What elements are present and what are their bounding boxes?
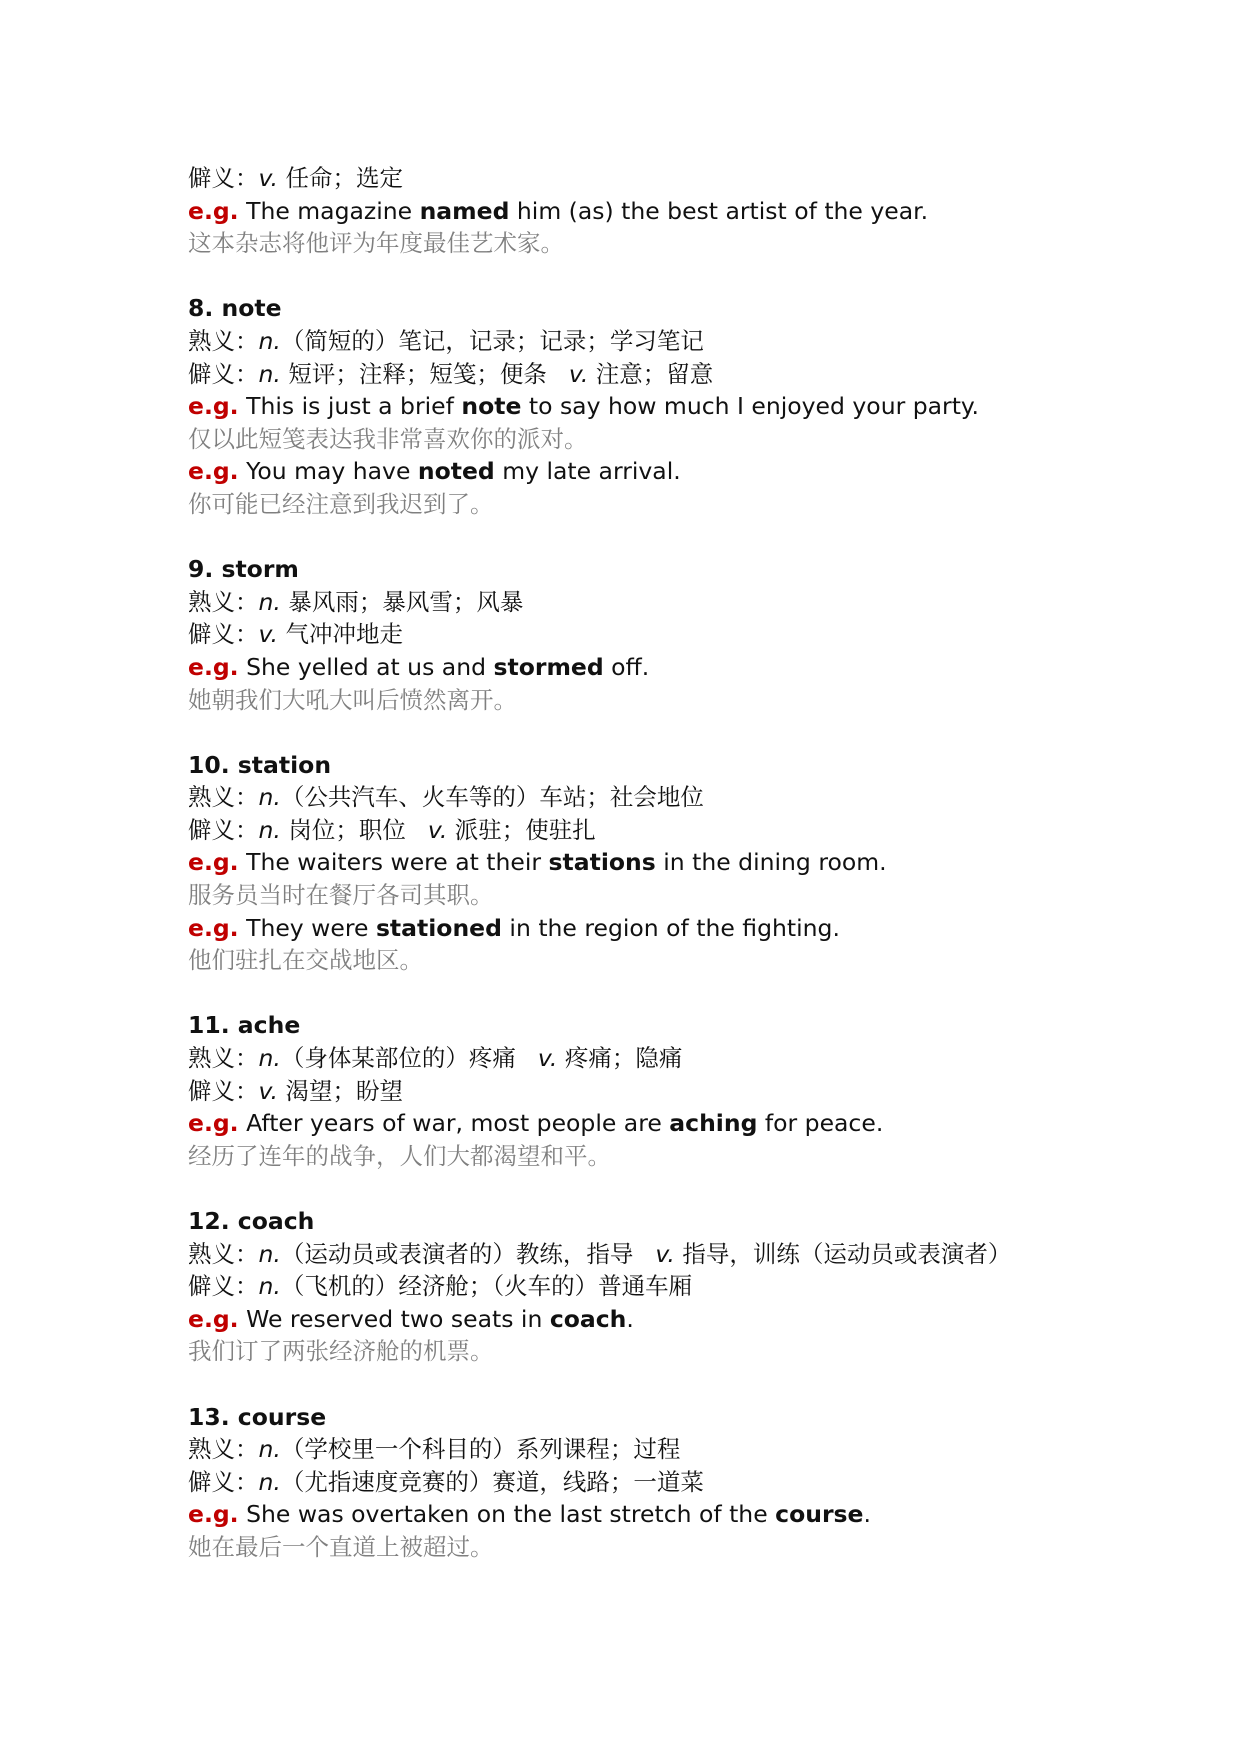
- translation-line: 服务员当时在餐厅各司其职。: [188, 881, 494, 910]
- text: （简短的）笔记，记录；记录；学习笔记: [280, 326, 704, 355]
- rare-meaning-line: [188, 618, 1188, 651]
- text: （飞机的）经济舱；（火车的）普通车厢: [280, 1272, 693, 1301]
- example-line: [188, 390, 1188, 423]
- text: 疼痛；隐痛: [557, 1044, 683, 1073]
- part-of-speech: n.: [258, 783, 281, 812]
- entry-title: 8. note: [188, 294, 282, 323]
- part-of-speech: n.: [258, 359, 281, 388]
- text: 短评；注释；短笺；便条: [280, 359, 547, 388]
- example-label: e.g.: [188, 1500, 239, 1529]
- example-line: [188, 651, 1188, 684]
- vocabulary-document: [188, 162, 1188, 1564]
- meaning-label: 僻义：: [188, 1272, 259, 1301]
- part-of-speech: v.: [537, 1044, 558, 1073]
- entry-spacer: [188, 977, 1188, 1010]
- text: in the dining room.: [655, 848, 887, 877]
- rare-meaning-line: [188, 814, 1188, 847]
- meaning-label: 僻义：: [188, 164, 259, 192]
- keyword: coach: [549, 1304, 627, 1333]
- familiar-meaning-line: [188, 325, 1188, 358]
- text: for peace.: [757, 1109, 884, 1138]
- keyword: stormed: [493, 652, 604, 681]
- keyword: aching: [669, 1109, 758, 1138]
- meaning-label: 熟义：: [188, 783, 259, 812]
- rare-meaning-line: [188, 162, 1188, 195]
- familiar-meaning-line: [188, 586, 1188, 619]
- entry-title: 9. storm: [188, 555, 299, 584]
- translation-line: 他们驻扎在交战地区。: [188, 946, 423, 975]
- part-of-speech: n.: [258, 587, 281, 616]
- example-line: [188, 455, 1188, 488]
- text: （运动员或表演者的）教练，指导: [280, 1239, 634, 1268]
- part-of-speech: n.: [258, 326, 281, 355]
- part-of-speech: n.: [258, 1467, 281, 1496]
- familiar-meaning-line: [188, 1238, 1188, 1271]
- part-of-speech: n.: [258, 1044, 281, 1073]
- translation-line: 她朝我们大吼大叫后愤然离开。: [188, 685, 517, 714]
- text: off.: [603, 652, 650, 681]
- text: （公共汽车、火车等的）车站；社会地位: [280, 783, 704, 812]
- text: .: [626, 1304, 634, 1333]
- text: This is just a brief: [238, 392, 462, 421]
- text: in the region of the fighting.: [501, 913, 840, 942]
- text: We reserved two seats in: [238, 1304, 550, 1333]
- translation-line: 这本杂志将他评为年度最佳艺术家。: [188, 229, 564, 258]
- part-of-speech: v.: [258, 1076, 278, 1105]
- keyword: named: [419, 196, 510, 225]
- rare-meaning-line: [188, 1270, 1188, 1303]
- meaning-label: 熟义：: [188, 587, 259, 616]
- meaning-label: 僻义：: [188, 1467, 259, 1496]
- part-of-speech: n.: [258, 1272, 281, 1301]
- text: After years of war, most people are: [238, 1109, 670, 1138]
- rare-meaning-line: [188, 358, 1188, 391]
- text: 指导，训练（运动员或表演者）: [674, 1239, 1012, 1268]
- part-of-speech: v.: [427, 815, 448, 844]
- text: 注意；留意: [588, 359, 714, 388]
- text: （尤指速度竞赛的）赛道，线路；一道菜: [280, 1467, 704, 1496]
- text: She yelled at us and: [238, 652, 494, 681]
- example-line: [188, 1498, 1188, 1531]
- text: She was overtaken on the last stretch of the: [238, 1500, 776, 1529]
- example-line: [188, 1303, 1188, 1336]
- entry-spacer: [188, 1172, 1188, 1205]
- meaning-label: 僻义：: [188, 1076, 259, 1105]
- text: 岗位；职位: [280, 815, 406, 844]
- part-of-speech: n.: [258, 1435, 281, 1464]
- keyword: course: [775, 1500, 864, 1529]
- text: The waiters were at their: [238, 848, 549, 877]
- text: 派驻；使驻扎: [447, 815, 596, 844]
- translation-line: 仅以此短笺表达我非常喜欢你的派对。: [188, 424, 588, 453]
- entry-title: 13. course: [188, 1402, 327, 1431]
- rare-meaning-line: [188, 1466, 1188, 1499]
- meaning-label: 熟义：: [188, 1435, 259, 1464]
- example-label: e.g.: [188, 913, 239, 942]
- entry-title: 12. coach: [188, 1207, 315, 1235]
- text: 暴风雨；暴风雪；风暴: [280, 587, 524, 616]
- text: my late arrival.: [494, 457, 681, 486]
- example-line: [188, 195, 1188, 228]
- entry-spacer: [188, 716, 1188, 749]
- entry-title: 10. station: [188, 750, 332, 779]
- text: They were: [238, 913, 376, 942]
- example-line: [188, 1107, 1188, 1140]
- example-label: e.g.: [188, 848, 239, 877]
- meaning-label: 僻义：: [188, 815, 259, 844]
- part-of-speech: v.: [258, 164, 278, 192]
- text: .: [863, 1500, 871, 1529]
- familiar-meaning-line: [188, 1042, 1188, 1075]
- example-line: [188, 846, 1188, 879]
- text: （身体某部位的）疼痛: [280, 1044, 516, 1073]
- rare-meaning-line: [188, 1075, 1188, 1108]
- part-of-speech: n.: [258, 1239, 281, 1268]
- meaning-label: 僻义：: [188, 359, 259, 388]
- text: You may have: [238, 457, 418, 486]
- text: 渴望；盼望: [277, 1076, 403, 1105]
- text: 气冲冲地走: [277, 620, 403, 649]
- translation-line: 你可能已经注意到我迟到了。: [188, 489, 494, 518]
- meaning-label: 熟义：: [188, 1239, 259, 1268]
- text: to say how much I enjoyed your party.: [521, 392, 979, 421]
- text: 任命；选定: [277, 164, 403, 192]
- meaning-label: 熟义：: [188, 326, 259, 355]
- meaning-label: 熟义：: [188, 1044, 259, 1073]
- example-line: [188, 912, 1188, 945]
- translation-line: 经历了连年的战争，人们大都渴望和平。: [188, 1141, 611, 1170]
- translation-line: 我们订了两张经济舱的机票。: [188, 1337, 494, 1366]
- entry-spacer: [188, 1368, 1188, 1401]
- example-label: e.g.: [188, 652, 239, 681]
- example-label: e.g.: [188, 196, 239, 225]
- keyword: stationed: [375, 913, 502, 942]
- text: him (as) the best artist of the year.: [509, 196, 929, 225]
- text: （学校里一个科目的）系列课程；过程: [280, 1435, 681, 1464]
- text: The magazine: [238, 196, 420, 225]
- example-label: e.g.: [188, 457, 239, 486]
- translation-line: 她在最后一个直道上被超过。: [188, 1532, 494, 1561]
- example-label: e.g.: [188, 1109, 239, 1138]
- part-of-speech: v.: [655, 1239, 675, 1268]
- example-label: e.g.: [188, 392, 239, 421]
- keyword: noted: [417, 457, 495, 486]
- entry-title: 11. ache: [188, 1011, 301, 1040]
- entry-spacer: [188, 260, 1188, 293]
- familiar-meaning-line: [188, 781, 1188, 814]
- part-of-speech: v.: [258, 620, 278, 649]
- keyword: note: [461, 392, 522, 421]
- meaning-label: 僻义：: [188, 620, 259, 649]
- keyword: stations: [548, 848, 656, 877]
- familiar-meaning-line: [188, 1433, 1188, 1466]
- entry-spacer: [188, 521, 1188, 554]
- part-of-speech: v.: [568, 359, 589, 388]
- example-label: e.g.: [188, 1304, 239, 1333]
- part-of-speech: n.: [258, 815, 281, 844]
